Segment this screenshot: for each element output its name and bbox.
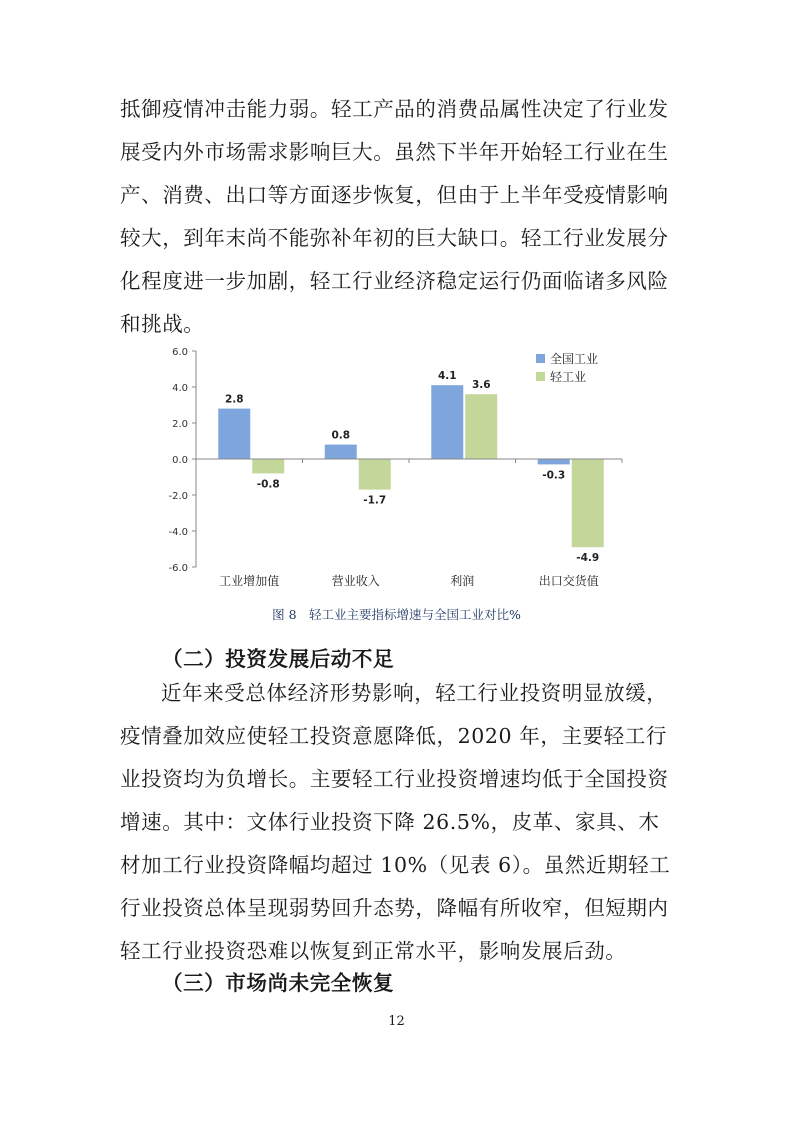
category-label: 工业增加值 xyxy=(219,574,280,588)
y-tick-label: 2.0 xyxy=(172,419,188,430)
legend-swatch xyxy=(536,372,545,381)
category-label: 出口交货值 xyxy=(538,574,599,588)
page-number: 12 xyxy=(388,1014,405,1029)
bar-national-2 xyxy=(431,385,463,459)
bar-national-0 xyxy=(218,409,250,459)
comparison-bar-chart xyxy=(150,340,650,596)
data-label: -0.3 xyxy=(542,469,566,482)
data-label: 2.8 xyxy=(224,393,244,406)
section-heading-market: （三）市场尚未完全恢复 xyxy=(162,971,395,995)
bar-light-1 xyxy=(359,459,391,490)
y-tick-label: 0.0 xyxy=(172,455,188,466)
bar-light-3 xyxy=(572,459,604,547)
data-label: -1.7 xyxy=(363,494,387,507)
bar-national-1 xyxy=(325,445,357,459)
category-label: 营业收入 xyxy=(331,574,380,588)
data-label: 3.6 xyxy=(471,379,491,392)
data-label: -4.9 xyxy=(576,552,600,565)
y-tick-label: -4.0 xyxy=(168,527,188,538)
data-label: -0.8 xyxy=(256,478,280,491)
category-label: 利润 xyxy=(450,574,475,588)
bar-light-0 xyxy=(252,459,284,473)
bar-light-2 xyxy=(465,394,497,459)
legend-label: 全国工业 xyxy=(550,352,599,366)
data-label: 4.1 xyxy=(437,370,457,383)
legend-label: 轻工业 xyxy=(550,370,587,384)
data-label: 0.8 xyxy=(331,429,351,442)
figure-caption: 图 8 轻工业主要指标增速与全国工业对比% xyxy=(272,607,521,622)
paragraph-investment: 近年来受总体经济形势影响，轻工行业投资明显放缓，疫情叠加效应使轻工投资意愿降低，2020 年，主要轻工行业投资均为负增长。主要轻工行业投资增速均低于全国投资增速。其中：文体行业投资下降 26.5%，皮革、家具、木材加工行业投资降幅均超过 10%（见表 6）。虽然近期轻工行业投资总体呈现弱势回升态势，降幅有所收窄，但短期内轻工行业投资恐难以恢复到正常水平，影响发展后劲。 xyxy=(120,681,671,963)
section-heading-investment: （二）投资发展后动不足 xyxy=(162,647,395,671)
legend-swatch xyxy=(536,354,545,363)
y-tick-label: 6.0 xyxy=(172,347,188,358)
y-tick-label: -2.0 xyxy=(168,491,188,502)
paragraph-risk: 抵御疫情冲击能力弱。轻工产品的消费品属性决定了行业发展受内外市场需求影响巨大。虽然下半年开始轻工行业在生产、消费、出口等方面逐步恢复，但由于上半年受疫情影响较大，到年末尚不能弥补年初的巨大缺口。轻工行业发展分化程度进一步加剧，轻工行业经济稳定运行仍面临诸多风险和挑战。 xyxy=(120,97,669,336)
bar-national-3 xyxy=(538,459,570,464)
y-tick-label: -6.0 xyxy=(168,563,188,574)
y-tick-label: 4.0 xyxy=(172,383,188,394)
